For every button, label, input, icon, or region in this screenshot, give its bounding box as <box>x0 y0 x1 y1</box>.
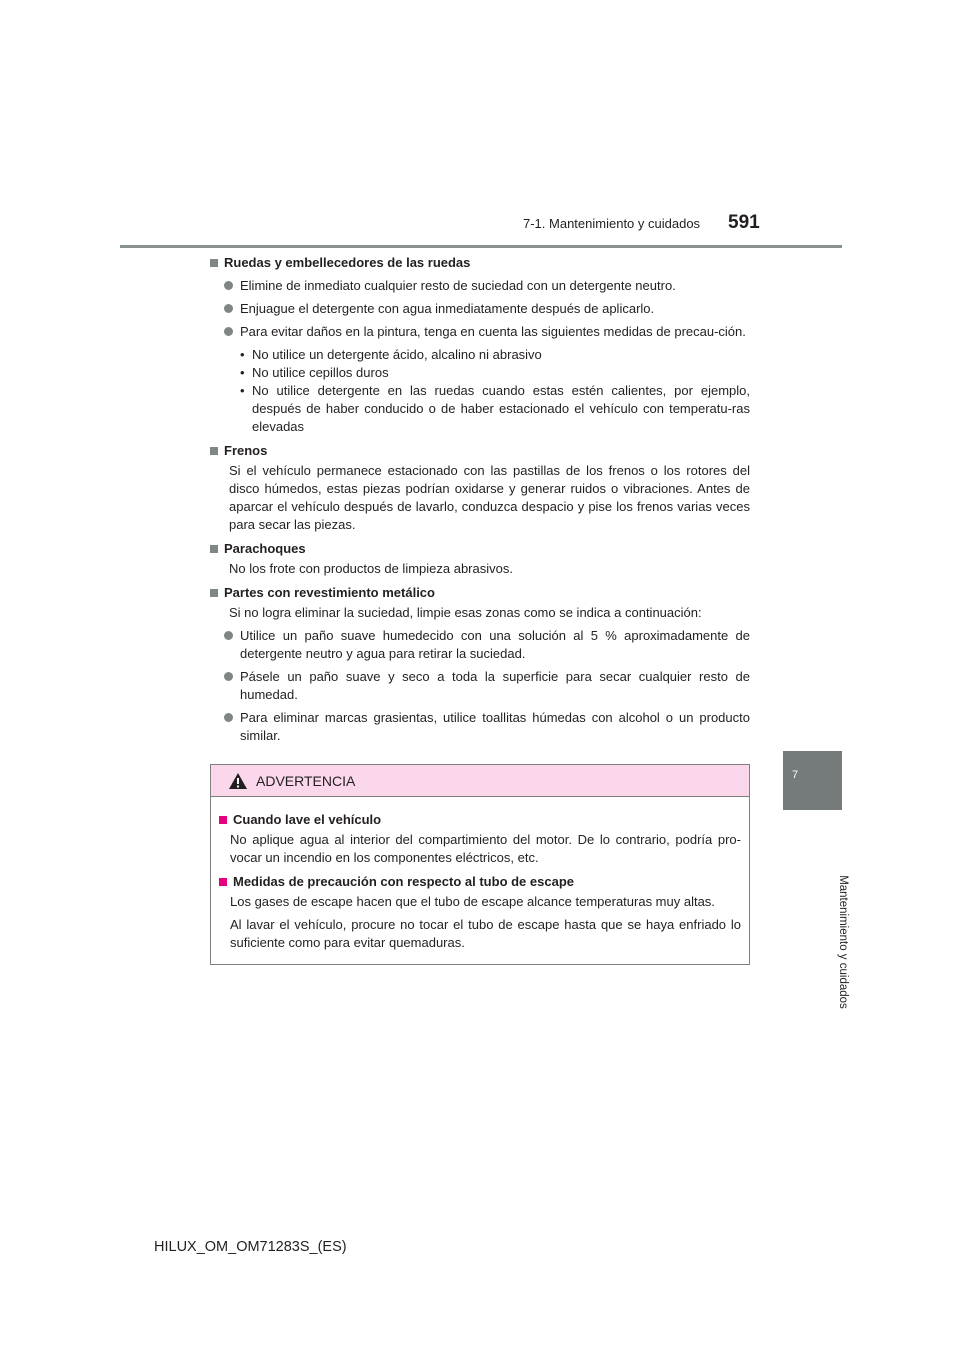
list-item-text: Utilice un paño suave humedecido con una solución al 5 % aproximadamente de detergente neutro y agua para retirar la suciedad. <box>240 628 750 661</box>
warning-item-title <box>219 873 741 891</box>
warning-triangle-icon <box>228 772 248 790</box>
list-item-text: Enjuague el detergente con agua inmediatamente después de aplicarlo. <box>240 301 655 316</box>
warning-item-title-text: Cuando lave el vehículo <box>233 812 382 827</box>
square-bullet-icon <box>210 447 218 455</box>
list-item-text: Para eliminar marcas grasientas, utilice toallitas húmedas con alcohol o un producto similar. <box>240 710 750 743</box>
section-title-text: Partes con revestimiento metálico <box>224 585 435 600</box>
page-number: 591 <box>728 212 760 233</box>
list-item <box>224 300 750 318</box>
section-title-frenos <box>210 442 750 460</box>
warning-item-title-text: Medidas de precaución con respecto al tubo de escape <box>233 874 574 889</box>
document-code: HILUX_OM_OM71283S_(ES) <box>154 1239 347 1255</box>
circle-bullet-icon <box>224 631 233 640</box>
list-item <box>224 709 750 745</box>
sublist-item: • No utilice detergente en las ruedas cuando estas estén calientes, por ejemplo, después de haber conducido o de haber estacionado el vehículo con temperatu-ras elevadas <box>240 382 750 436</box>
section-title-text: Ruedas y embellecedores de las ruedas <box>224 255 471 270</box>
square-bullet-icon <box>210 589 218 597</box>
warning-title: ADVERTENCIA <box>256 772 356 789</box>
list-item <box>224 627 750 663</box>
section-paragraph: Si el vehículo permanece estacionado con las pastillas de los frenos o los rotores del disco húmedos, estas piezas podrían oxidarse y generar ruidos o vibraciones. Antes de aparcar el vehículo después de lavarlo, conduzca despacio y pise los frenos varias veces para secar las piezas. <box>229 463 750 532</box>
section-paragraph: Si no logra eliminar la suciedad, limpie esas zonas como se indica a continuación: <box>229 605 702 620</box>
list-item <box>224 277 750 295</box>
section-title-text: Parachoques <box>224 541 306 556</box>
circle-bullet-icon <box>224 327 233 336</box>
chapter-tab-label: Mantenimiento y cuidados <box>837 875 849 1009</box>
square-bullet-icon <box>219 816 227 824</box>
square-bullet-icon <box>219 878 227 886</box>
list-item-text: Pásele un paño suave y seco a toda la superficie para secar cualquier resto de humedad. <box>240 669 750 702</box>
warning-box <box>210 764 750 965</box>
circle-bullet-icon <box>224 713 233 722</box>
precaution-sublist <box>240 346 750 436</box>
list-item <box>224 323 750 341</box>
warning-header <box>211 765 749 797</box>
sublist-item: • No utilice cepillos duros <box>240 364 750 382</box>
section-title-ruedas <box>210 254 750 272</box>
section-title-text: Frenos <box>224 443 268 458</box>
header-section-title: 7-1. Mantenimiento y cuidados <box>523 216 701 231</box>
circle-bullet-icon <box>224 281 233 290</box>
square-bullet-icon <box>210 545 218 553</box>
section-title-parachoques <box>210 540 750 558</box>
section-title-partes <box>210 584 750 602</box>
circle-bullet-icon <box>224 672 233 681</box>
square-bullet-icon <box>210 259 218 267</box>
header-divider <box>120 245 842 248</box>
chapter-tab-number: 7 <box>792 769 799 781</box>
list-item-text: Elimine de inmediato cualquier resto de suciedad con un detergente neutro. <box>240 278 676 293</box>
sublist-item: • No utilice un detergente ácido, alcalino ni abrasivo <box>240 346 750 364</box>
warning-body <box>211 797 749 952</box>
warning-paragraph: No aplique agua al interior del compartimiento del motor. De lo contrario, podría pro-vocar un incendio en los componentes eléctricos, etc. <box>230 832 741 865</box>
warning-paragraph: Los gases de escape hacen que el tubo de escape alcance temperaturas muy altas. <box>230 894 715 909</box>
list-item <box>224 668 750 704</box>
warning-item-title <box>219 811 741 829</box>
section-paragraph: No los frote con productos de limpieza abrasivos. <box>229 561 513 576</box>
warning-paragraph: Al lavar el vehículo, procure no tocar el tubo de escape hasta que se haya enfriado lo suficiente como para evitar quemaduras. <box>230 917 741 950</box>
list-item-text: Para evitar daños en la pintura, tenga en cuenta las siguientes medidas de precau-ción. <box>240 324 746 339</box>
main-content <box>210 254 750 745</box>
circle-bullet-icon <box>224 304 233 313</box>
